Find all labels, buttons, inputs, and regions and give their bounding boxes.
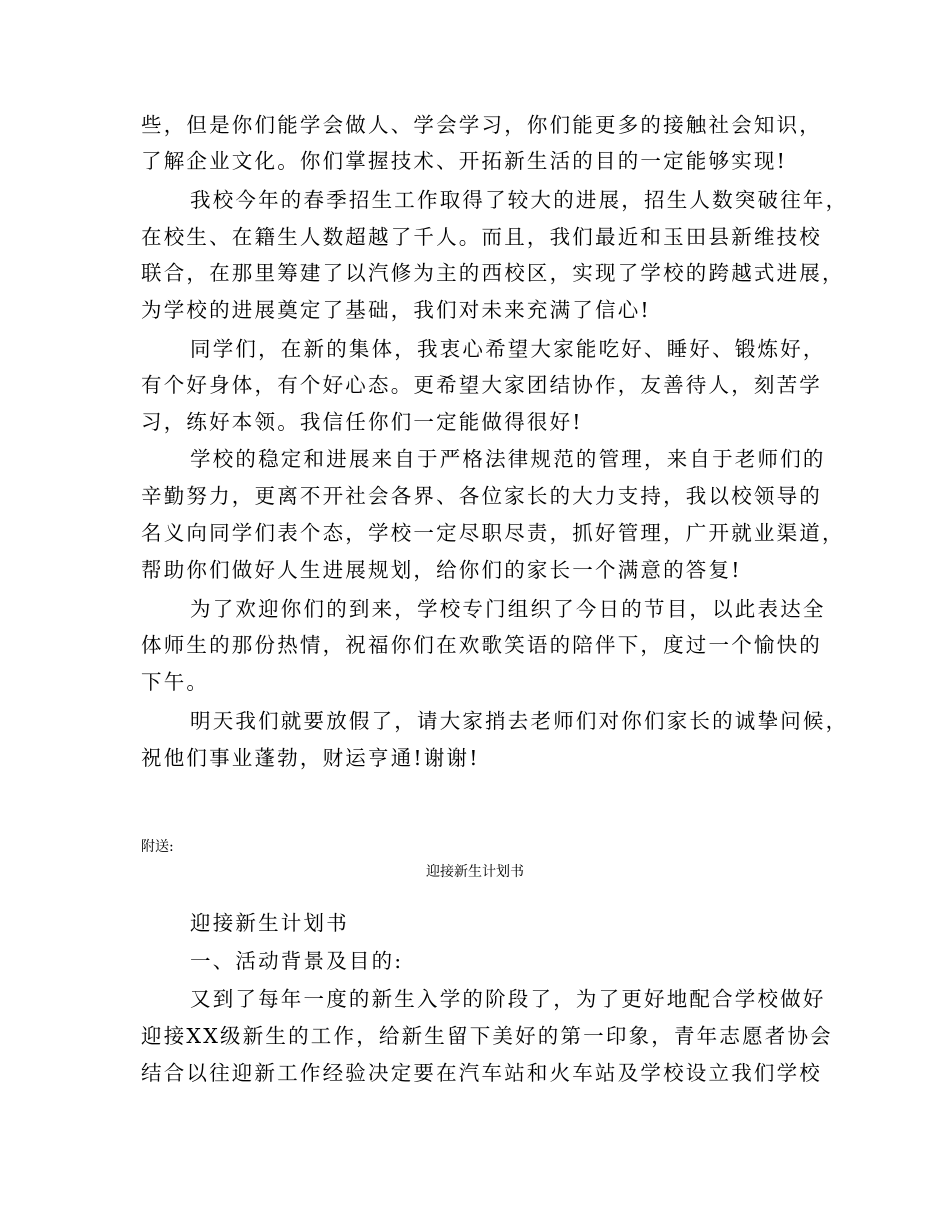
body-line: 为了欢迎你们的到来，学校专门组织了今日的节目，以此表达全 [190,597,826,621]
body-line: 帮助你们做好人生进展规划，给你们的家长一个满意的答复! [141,558,742,582]
body-line: 我校今年的春季招生工作取得了较大的进展，招生人数突破往年， [190,188,849,212]
body-line: 联合，在那里筹建了以汽修为主的西校区，实现了学校的跨越式进展， [141,261,845,285]
body-line: 了解企业文化。你们掌握技术、开拓新生活的目的一定能够实现! [141,149,788,173]
body-line: 在校生、在籍生人数超越了千人。而且，我们最近和玉田县新维技校 [141,225,822,249]
body-line: 祝他们事业蓬勃，财运亨通!谢谢! [141,746,480,770]
plan-line: 迎接新生计划书 [190,911,349,935]
body-line: 同学们，在新的集体，我衷心希望大家能吃好、睡好、锻炼好， [190,337,826,361]
plan-line: 一、活动背景及目的: [190,949,404,973]
body-line: 下午。 [141,670,210,694]
appendix-label: 附送: [141,839,174,855]
body-line: 辛勤努力，更离不开社会各界、各位家长的大力支持，我以校领导的 [141,484,822,508]
appendix-title: 迎接新生计划书 [426,864,524,880]
plan-line: 又到了每年一度的新生入学的阶段了，为了更好地配合学校做好 [190,987,826,1011]
body-line: 名义向同学们表个态，学校一定尽职尽责，抓好管理，广开就业渠道， [141,521,845,545]
body-line: 有个好身体，有个好心态。更希望大家团结协作，友善待人，刻苦学 [141,373,822,397]
body-line: 学校的稳定和进展来自于严格法律规范的管理，来自于老师们的 [190,447,826,471]
body-line: 些，但是你们能学会做人、学会学习，你们能更多的接触社会知识， [141,113,822,137]
body-line: 体师生的那份热情，祝福你们在欢歌笑语的陪伴下，度过一个愉快的 [141,633,822,657]
plan-line: 迎接XX级新生的工作，给新生留下美好的第一印象，青年志愿者协会 [141,1024,833,1048]
body-line: 明天我们就要放假了，请大家捎去老师们对你们家长的诚挚问候， [190,709,849,733]
plan-line: 结合以往迎新工作经验决定要在汽车站和火车站及学校设立我们学校 [141,1061,822,1085]
body-line: 习，练好本领。我信任你们一定能做得很好! [141,410,583,434]
body-line: 为学校的进展奠定了基础，我们对未来充满了信心! [141,298,651,322]
